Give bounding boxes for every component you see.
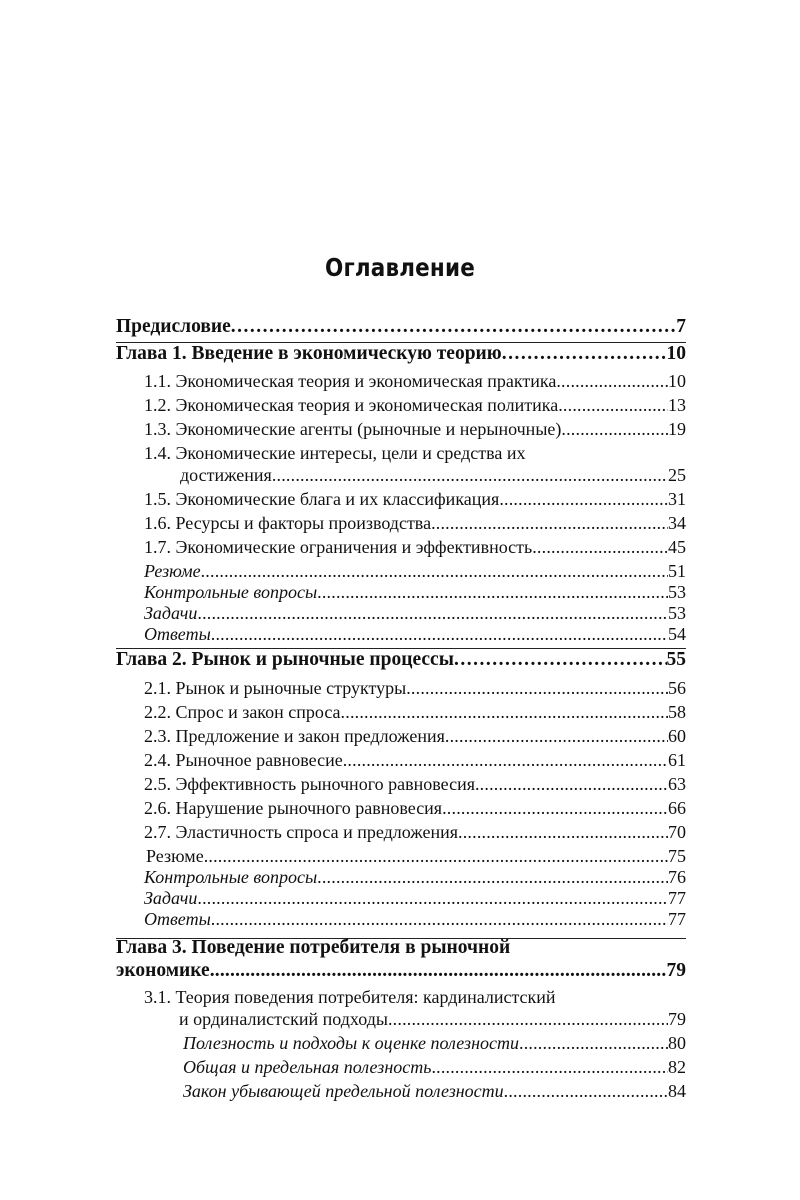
toc-entry-1-6[interactable]: 1.6. Ресурсы и факторы производства ..... 34 [116, 512, 686, 536]
toc-entry-1-7[interactable]: 1.7. Экономические ограничения и эффективность ..... 45 [116, 536, 686, 560]
table-of-contents [116, 316, 686, 1104]
toc-entry-3-1[interactable]: 3.1. Теория поведения потребителя: кардиналистский и ординалистский подходы ..... 79 [116, 986, 686, 1032]
toc-entry-2-5[interactable]: 2.5. Эффективность рыночного равновесия ..... 63 [116, 773, 686, 797]
toc-entry-1-1[interactable]: 1.1. Экономическая теория и экономическая практика ..... 10 [116, 370, 686, 394]
toc-entry-ch1-answers[interactable]: Ответы ..... 54 [116, 623, 686, 646]
toc-entry-2-2[interactable]: 2.2. Спрос и закон спроса ..... 58 [116, 701, 686, 725]
toc-entry-2-4[interactable]: 2.4. Рыночное равновесие ..... 61 [116, 749, 686, 773]
toc-entry-2-1[interactable]: 2.1. Рынок и рыночные структуры ..... 56 [116, 677, 686, 701]
toc-entry-preface[interactable]: Предисловие ..... 7 [116, 316, 686, 343]
toc-entry-2-3[interactable]: 2.3. Предложение и закон предложения ..... 60 [116, 725, 686, 749]
toc-entry-2-6[interactable]: 2.6. Нарушение рыночного равновесия ..... 66 [116, 797, 686, 821]
toc-entry-ch2-tasks[interactable]: Задачи ..... 77 [116, 887, 686, 908]
toc-entry-1-3[interactable]: 1.3. Экономические агенты (рыночные и нерыночные) ..... 19 [116, 418, 686, 442]
toc-entry-ch1-summary[interactable]: Резюме ..... 51 [116, 560, 686, 581]
toc-entry-3-1-utility[interactable]: Полезность и подходы к оценке полезности ..... 80 [116, 1032, 686, 1056]
toc-entry-ch2-summary[interactable]: Резюме ..... 75 [116, 845, 686, 866]
toc-entry-1-4[interactable]: 1.4. Экономические интересы, цели и средства их достижения ..... 25 [116, 442, 686, 488]
toc-entry-3-1-law[interactable]: Закон убывающей предельной полезности ..... 84 [116, 1080, 686, 1104]
toc-entry-ch2-questions[interactable]: Контрольные вопросы ..... 76 [116, 866, 686, 887]
toc-entry-2-7[interactable]: 2.7. Эластичность спроса и предложения ..... 70 [116, 821, 686, 845]
toc-entry-chapter-1[interactable]: Глава 1. Введение в экономическую теорию ..... 10 [116, 343, 686, 370]
toc-entry-ch2-answers[interactable]: Ответы ..... 77 [116, 908, 686, 931]
toc-entry-1-5[interactable]: 1.5. Экономические блага и их классификация ..... 31 [116, 488, 686, 512]
toc-entry-chapter-2[interactable]: Глава 2. Рынок и рыночные процессы ..... 55 [116, 649, 686, 677]
toc-heading: Оглавление [325, 253, 475, 282]
toc-entry-1-2[interactable]: 1.2. Экономическая теория и экономическая политика ..... 13 [116, 394, 686, 418]
toc-entry-3-1-marginal[interactable]: Общая и предельная полезность ..... 82 [116, 1056, 686, 1080]
toc-entry-chapter-3[interactable]: Глава 3. Поведение потребителя в рыночной экономике ..... 79 [116, 936, 686, 986]
toc-entry-ch1-questions[interactable]: Контрольные вопросы ..... 53 [116, 581, 686, 602]
toc-entry-ch1-tasks[interactable]: Задачи ..... 53 [116, 602, 686, 623]
